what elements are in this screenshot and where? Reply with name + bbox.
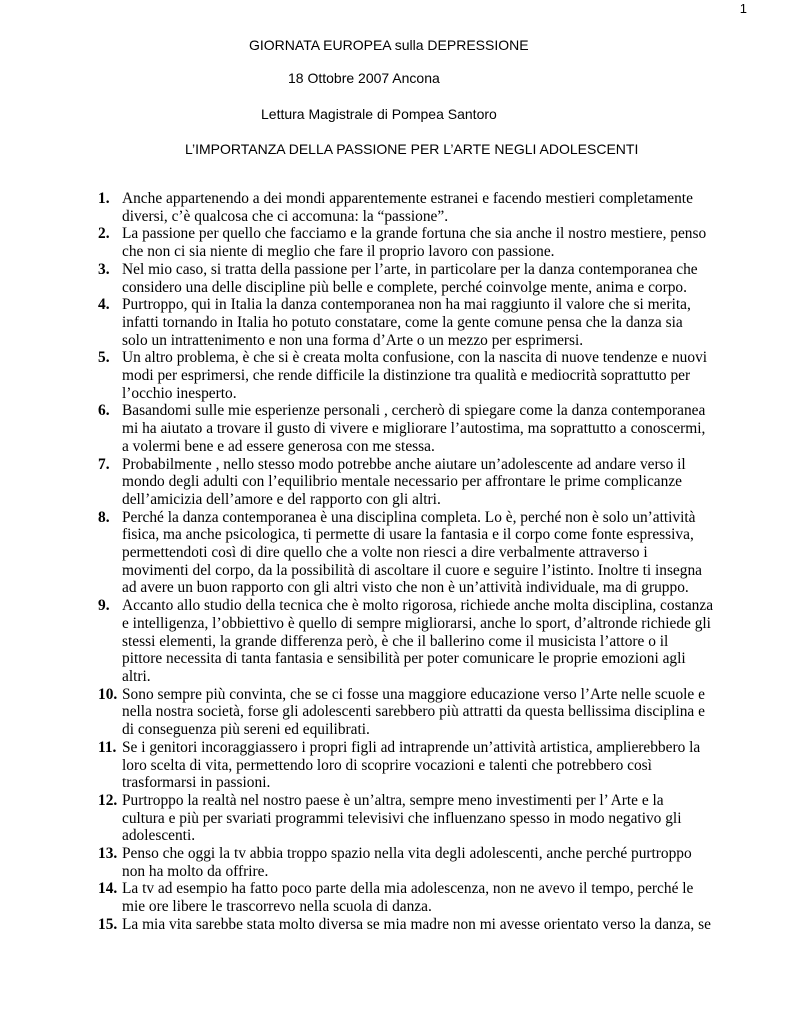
item-number: 6. [98, 402, 110, 420]
item-number: 14. [98, 880, 118, 898]
item-text: Sono sempre più convinta, che se ci fosse una maggiore educazione verso l’Arte nelle scuole e nella nostra società, forse gli adolescenti sarebbero più attratti da questa bellissima disciplina e di conseguenza più sereni ed equilibrati. [122, 685, 705, 739]
event-title: GIORNATA EUROPEA sulla DEPRESSIONE [249, 37, 529, 53]
item-text: La mia vita sarebbe stata molto diversa se mia madre non mi avesse orientato verso la danza, se [122, 915, 711, 933]
list-item [98, 402, 718, 455]
item-text: Accanto allo studio della tecnica che è molto rigorosa, richiede anche molta disciplina, costanza e intelligenza, l’obbiettivo è quello di sempre migliorarsi, anche lo sport, d’altronde richiede gli stessi elementi, la grande differenza però, è che il ballerino come il musicista l’attore o il pittore necessita di tanta fantasia e sensibilità per poter comunicare le proprie emozioni agli altri. [122, 597, 714, 685]
list-item [98, 880, 718, 915]
list-item [98, 296, 718, 349]
item-number: 7. [98, 455, 110, 473]
list-item [98, 261, 718, 296]
item-number: 13. [98, 845, 118, 863]
page-number: 1 [739, 1, 747, 16]
item-text: La passione per quello che facciamo e la grande fortuna che sia anche il nostro mestiere, penso che non ci sia niente di meglio che fare il proprio lavoro con passione. [122, 225, 707, 261]
list-item [98, 190, 718, 225]
list-item [98, 349, 718, 402]
item-text: Purtroppo la realtà nel nostro paese è un’altra, sempre meno investimenti per l’ Arte e la cultura e più per svariati programmi televisivi che influenzano spesso in modo negativo gli adolescenti. [122, 791, 682, 845]
list-item [98, 509, 718, 598]
item-number: 10. [98, 685, 118, 703]
item-text: Se i genitori incoraggiassero i propri figli ad intraprende un’attività artistica, amplierebbero la loro scelta di vita, permettendo loro di scoprire vocazioni e talenti che potrebbero così trasformarsi in passioni. [122, 738, 701, 792]
item-text: Anche appartenendo a dei mondi apparentemente estranei e facendo mestieri completamente diversi, c’è qualcosa che ci accomuna: la “passione”. [122, 190, 693, 225]
list-item [98, 739, 718, 792]
lecture-author: Lettura Magistrale di Pompea Santoro [261, 106, 497, 122]
item-number: 9. [98, 597, 110, 615]
item-number: 3. [98, 260, 110, 278]
item-number: 1. [98, 190, 110, 207]
item-number: 11. [98, 738, 117, 756]
item-text: Nel mio caso, si tratta della passione per l’arte, in particolare per la danza contemporanea che considero una delle discipline più belle e complete, perché coinvolge mente, anima e corpo. [122, 260, 698, 296]
numbered-list [98, 190, 718, 934]
item-number: 15. [98, 915, 118, 933]
list-item [98, 845, 718, 880]
list-item [98, 792, 718, 845]
item-number: 4. [98, 296, 110, 314]
item-number: 2. [98, 225, 110, 243]
item-text: Probabilmente , nello stesso modo potrebbe anche aiutare un’adolescente ad andare verso il mondo degli adulti con l’equilibrio mentale necessario per affrontare le prime complicanze dell’amicizia dell’amore e del rapporto con gli altri. [122, 455, 686, 508]
list-item [98, 225, 718, 260]
list-item [98, 456, 718, 509]
item-text: Un altro problema, è che si è creata molta confusione, con la nascita di nuove tendenze e nuovi modi per esprimersi, che rende difficile la distinzione tra qualità e mediocrità soprattutto per l’occhio inesperto. [122, 349, 708, 402]
item-number: 8. [98, 508, 110, 526]
lecture-title: L’IMPORTANZA DELLA PASSIONE PER L’ARTE NEGLI ADOLESCENTI [185, 141, 639, 157]
item-text: La tv ad esempio ha fatto poco parte della mia adolescenza, non ne avevo il tempo, perché le mie ore libere le trascorrevo nella scuola di danza. [122, 880, 694, 916]
list-item [98, 916, 718, 934]
item-text: Purtroppo, qui in Italia la danza contemporanea non ha mai raggiunto il valore che si merita, infatti tornando in Italia ho potuto constatare, come la gente comune pensa che la danza sia solo un intrattenimento e non una forma d’Arte o un mezzo per esprimersi. [122, 296, 691, 349]
item-text: Basandomi sulle mie esperienze personali , cercherò di spiegare come la danza contemporanea mi ha aiutato a trovare il gusto di vivere e migliorare l’autostima, ma soprattutto a conoscermi, a volermi bene e ad essere generosa con me stessa. [122, 402, 706, 455]
item-number: 5. [98, 349, 110, 367]
list-item [98, 597, 718, 686]
list-item [98, 686, 718, 739]
item-text: Perché la danza contemporanea è una disciplina completa. Lo è, perché non è solo un’attività fisica, ma anche psicologica, ti permette di usare la fantasia e il corpo come fonte espressiva, permettendoti così di dire quello che a volte non riesci a dire verbalmente attraverso i movimenti del corpo, da la possibilità di ascoltare il cuore e seguire l’istinto. Inoltre ti insegna ad avere un buon rapporto con gli altri visto che non è un’attività individuale, ma di gruppo. [122, 508, 702, 597]
item-text: Penso che oggi la tv abbia troppo spazio nella vita degli adolescenti, anche perché purtroppo non ha molto da offrire. [122, 845, 692, 880]
item-number: 12. [98, 791, 118, 809]
event-date-location: 18 Ottobre 2007 Ancona [288, 70, 440, 86]
